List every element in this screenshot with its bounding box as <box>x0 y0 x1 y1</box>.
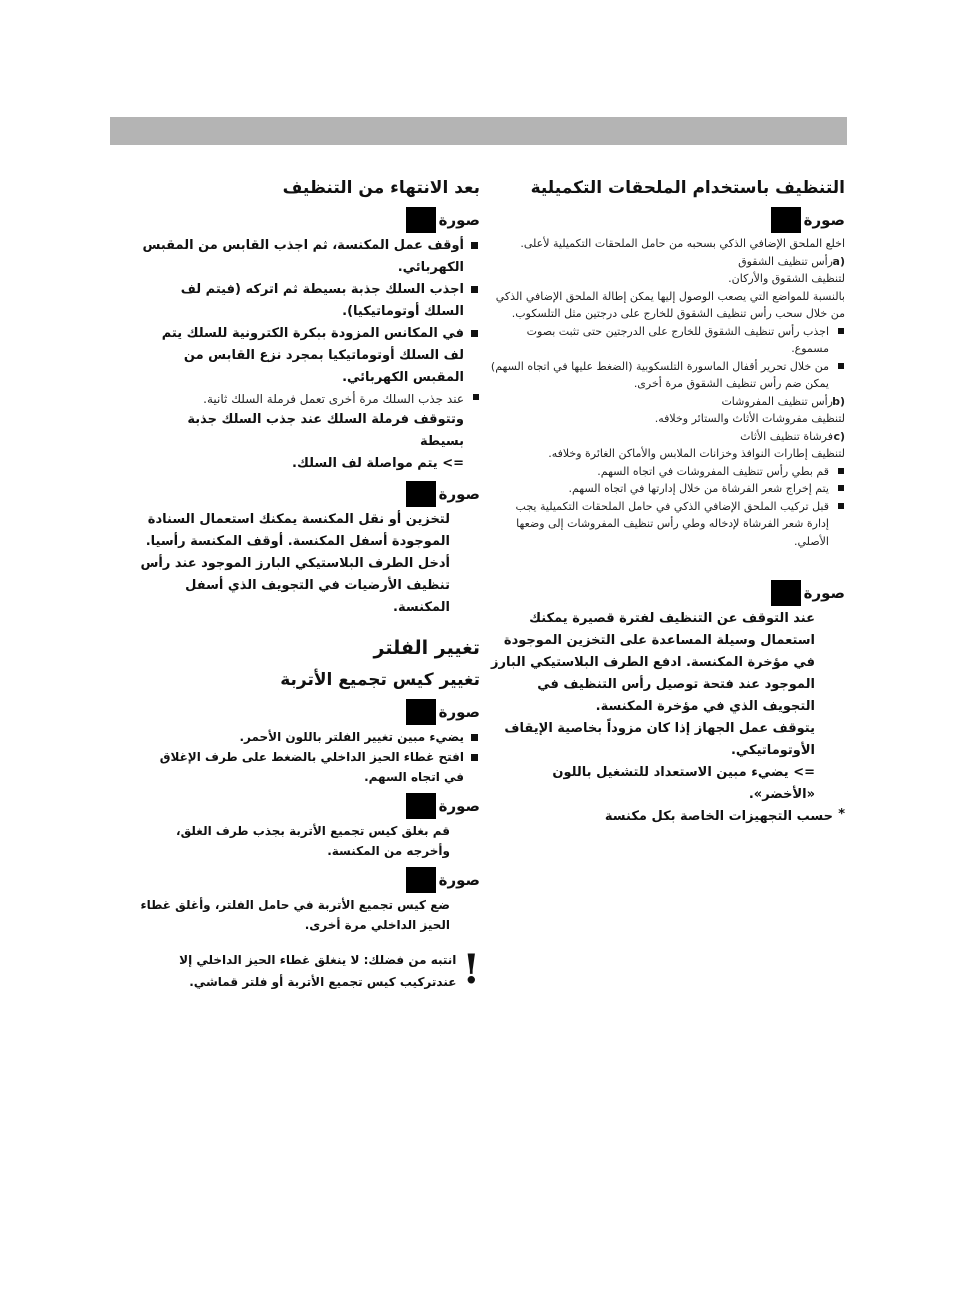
header-band <box>110 117 847 145</box>
item-b-line1: لتنظيف مفروشات الأثاث والستائر وخلافه. <box>654 412 845 425</box>
figure-label: صورة <box>490 207 845 233</box>
warning-note <box>140 946 480 993</box>
item-b: (b رأس تنظيف المفروشات <box>721 394 845 408</box>
brake-arrow-text: => يتم مواصلة لف السلك. <box>292 456 464 471</box>
item-c: (c فرشاة تنظيف الأثاث <box>740 429 845 443</box>
item-a-line1: لتنظيف الشقوق والأركان. <box>728 272 845 285</box>
figure-label: صورة <box>140 793 480 819</box>
figure-number-box <box>406 207 436 233</box>
auto-stop-text: يتوقف عمل الجهاز إذا كان مزوداً بخاصية الإيقاف الأوتوماتيكي. <box>504 721 815 758</box>
list-item: عند جذب السلك مرة أخرى تعمل فرملة السلك ثانية. <box>140 389 480 409</box>
list-item: في المكانس المزودة ببكرة الكترونية للسلك يتم لف السلك أوتوماتيكيا بمجرد نزع القابس من المقبس الكهربائي. <box>140 323 480 389</box>
figure-label: صورة <box>140 481 480 507</box>
item-a-line2: بالنسبة للمواضع التي يصعب الوصول إليها يمكن إطالة الملحق الإضافي الذكي من خلال سحب رأس تنظيف الشقوق للخارج على درجتين مثل التلسكوب. <box>495 289 845 320</box>
storage-text: عند التوقف عن التنظيف لفترة قصيرة يمكنك استعمال وسيلة المساعدة على التخزين الموجودة في مؤخرة المكنسة. ادفع الطرف البلاستيكي البارز الموجود عند فتحة توصيل رأس التنظيف في التجويف الذي في مؤخرة المكنسة. <box>491 611 815 714</box>
brake-text: وتتوقف فرملة السلك عند جذب السلك جذبة بسيطة <box>187 412 464 449</box>
figure-number-box <box>406 867 436 893</box>
ready-indicator-text: => يضيء مبين الاستعداد للتشغيل باللون «الأخضر». <box>552 765 815 802</box>
figure-number-box <box>406 481 436 507</box>
item-c-line1: لتنظيف إطارات النوافذ وخزانات الملابس والأماكن الغائرة وخلافه. <box>548 447 845 460</box>
close-bag-text: قم بغلق كيس تجميع الأتربة بجذب طرف الغلق، وأخرجه من المكنسة. <box>176 824 450 858</box>
intro-text: اخلع الملحق الإضافي الذكي بسحبه من حامل الملحقات التكميلية لأعلى. <box>520 237 845 250</box>
item-a: (a رأس تنظيف الشقوق <box>738 254 845 268</box>
filter-title: تغيير الفلتر <box>373 637 480 659</box>
after-cleaning-title: بعد الانتهاء من التنظيف <box>282 178 480 198</box>
figure-label: صورة <box>490 580 845 606</box>
bag-title: تغيير كيس تجميع الأتربة <box>280 670 480 690</box>
figure-label: صورة <box>140 699 480 725</box>
figure-label: صورة <box>140 207 480 233</box>
warning-text: انتبه من فضلك: لا ينغلق غطاء الحيز الداخلي إلا عندتركيب كيس تجميع الأتربة أو فلتر قماشي. <box>179 953 457 989</box>
storage-text: لتخزين أو نقل المكنسة يمكنك استعمال السنادة الموجودة أسفل المكنسة. أوقف المكنسة رأسيا. أدخل الطرف البلاستيكي البارز الموجود عند رأس تنظيف الأرضيات في التجويف الذي أسفل المكنسة. <box>140 512 450 615</box>
list-item: اجذب السلك جذبة بسيطة ثم اتركه (فيتم لف السلك أوتوماتيكيا). <box>140 279 480 323</box>
figure-number-box <box>406 793 436 819</box>
list-item: من خلال تحرير أقفال الماسورة التلسكوبية (الضغط عليها في اتجاه السهم) يمكن ضم رأس تنظيف الشقوق مرة أخرى. <box>490 358 845 393</box>
list-item: يتم إخراج شعر الفرشاة من خلال إدارتها في اتجاه السهم. <box>490 480 845 498</box>
list-item: افتح غطاء الحيز الداخلي بالضغط على طرف الإغلاق في اتجاه السهم. <box>140 747 480 787</box>
list-item: أوقف عمل المكنسة، ثم اجذب القابس من المقبس الكهربائي. <box>140 235 480 279</box>
list-item: قم بطي رأس تنظيف المفروشات في اتجاه السهم. <box>490 463 845 481</box>
accessories-title: التنظيف باستخدام الملحقات التكميلية <box>530 178 845 198</box>
figure-number-box <box>406 699 436 725</box>
list-item: اجذب رأس تنظيف الشقوق للخارج على الدرجتين حتى تثبت بصوت مسموع. <box>490 323 845 358</box>
list-item: قبل تركيب الملحق الإضافي الذكي في حامل الملحقات التكميلية يجب إدارة شعر الفرشاة لإدخاله وطي رأس تنظيف المفروشات إلى وضعها الأصلي. <box>490 498 845 551</box>
figure-number-box <box>771 580 801 606</box>
list-item: يضيء مبين تغيير الفلتر باللون الأحمر. <box>140 727 480 747</box>
warning-icon: ! <box>462 946 480 993</box>
figure-number-box <box>771 207 801 233</box>
new-bag-text: ضع كيس تجميع الأتربة في حامل الفلتر، وأغلق غطاء الحيز الداخلي مرة أخرى. <box>140 898 450 932</box>
figure-label: صورة <box>140 867 480 893</box>
footnote: * حسب التجهيزات الخاصة بكل مكنسة <box>604 807 845 824</box>
right-column <box>490 175 845 828</box>
left-column <box>140 175 480 993</box>
